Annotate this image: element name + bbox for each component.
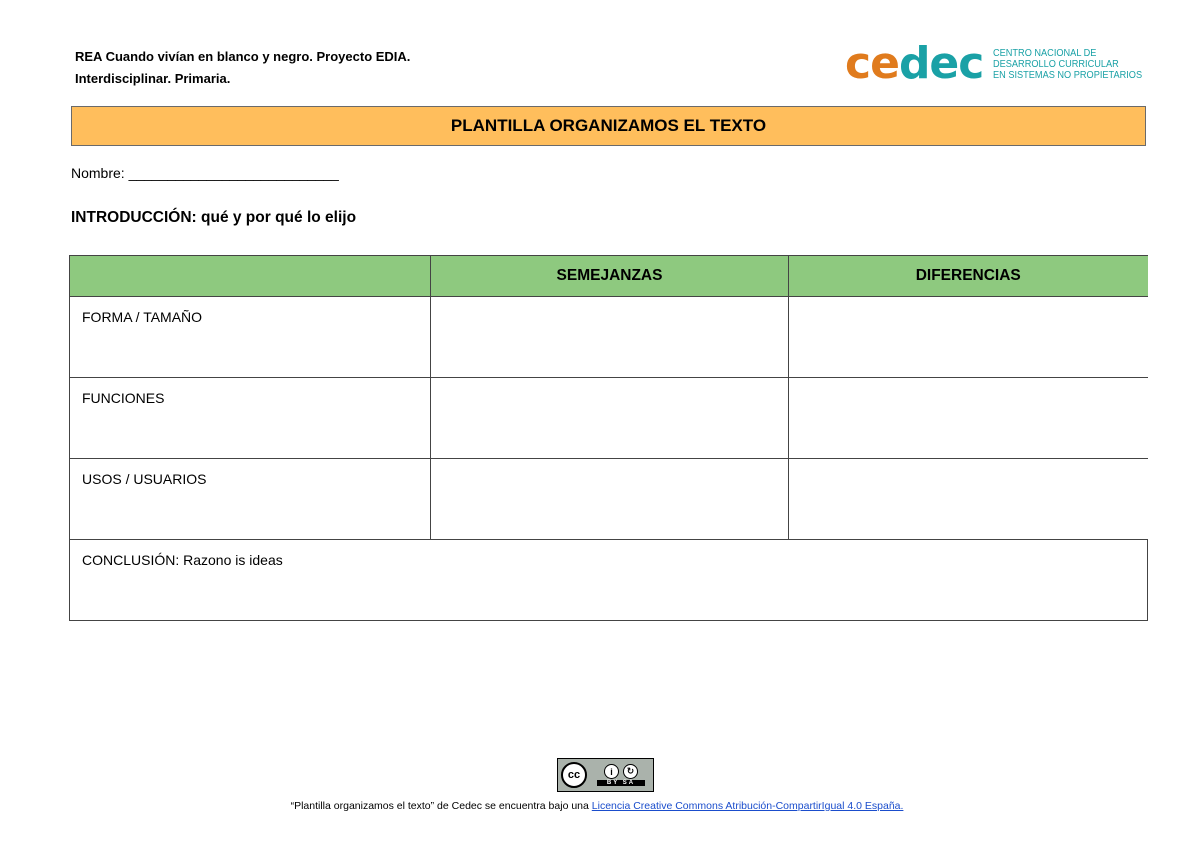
cedec-logo — [845, 38, 1155, 89]
row-label-usos: USOS / USUARIOS — [82, 471, 207, 487]
row-label-forma: FORMA / TAMAÑO — [82, 309, 203, 325]
cc-by-sa-badge — [557, 758, 654, 792]
semejanzas-cell[interactable] — [431, 378, 789, 459]
conclusion-cell[interactable] — [70, 540, 1148, 621]
badge-terms — [597, 764, 645, 786]
row-label-cell — [70, 459, 431, 540]
cc-icon: cc — [561, 762, 587, 788]
row-label-funciones: FUNCIONES — [82, 390, 165, 406]
logo-word-ce: ce — [845, 38, 899, 89]
header-line-1: REA Cuando vivían en blanco y negro. Proyecto EDIA. — [75, 49, 411, 64]
header-line-2: Interdisciplinar. Primaria. — [75, 71, 231, 86]
share-alike-icon: ↻ — [623, 764, 638, 779]
nombre-field: Nombre: ___________________________ — [71, 165, 339, 181]
page-title: PLANTILLA ORGANIZAMOS EL TEXTO — [71, 106, 1146, 146]
table-row — [70, 459, 1148, 540]
table-row — [70, 378, 1148, 459]
conclusion-label: CONCLUSIÓN: Razono is ideas — [82, 552, 283, 568]
intro-heading: INTRODUCCIÓN: qué y por qué lo elijo — [71, 209, 357, 226]
license-footer — [0, 800, 1194, 812]
license-link[interactable]: Licencia Creative Commons Atribución-CompartirIgual 4.0 España. — [591, 800, 904, 812]
diferencias-cell[interactable] — [789, 297, 1148, 378]
table-header-empty — [70, 256, 431, 297]
table-header-diferencias: DIFERENCIAS — [789, 256, 1148, 297]
conclusion-row — [70, 540, 1148, 621]
badge-by-label: BY — [606, 780, 620, 786]
badge-term-icons — [604, 764, 638, 779]
logo-sub-line-3: EN SISTEMAS NO PROPIETARIOS — [993, 69, 1143, 81]
row-label-cell — [70, 297, 431, 378]
row-label-cell — [70, 378, 431, 459]
comparison-table — [69, 255, 1148, 621]
diferencias-cell[interactable] — [789, 378, 1148, 459]
table-header-semejanzas: SEMEJANZAS — [431, 256, 789, 297]
diferencias-cell[interactable] — [789, 459, 1148, 540]
semejanzas-cell[interactable] — [431, 459, 789, 540]
badge-sa-label: SA — [622, 780, 636, 786]
table-header-row — [70, 256, 1148, 297]
logo-sub-line-1: CENTRO NACIONAL DE — [993, 47, 1097, 59]
badge-terms-text — [597, 780, 645, 786]
license-text: “Plantilla organizamos el texto” de Cedec se encuentra bajo una — [290, 800, 592, 812]
logo-wordmark — [845, 38, 984, 89]
logo-sub-line-2: DESARROLLO CURRICULAR — [993, 58, 1120, 70]
document-header — [75, 46, 410, 90]
table-row — [70, 297, 1148, 378]
logo-subtitle — [993, 48, 1142, 81]
attribution-icon: i — [604, 764, 619, 779]
logo-word-dec: dec — [898, 38, 984, 89]
semejanzas-cell[interactable] — [431, 297, 789, 378]
